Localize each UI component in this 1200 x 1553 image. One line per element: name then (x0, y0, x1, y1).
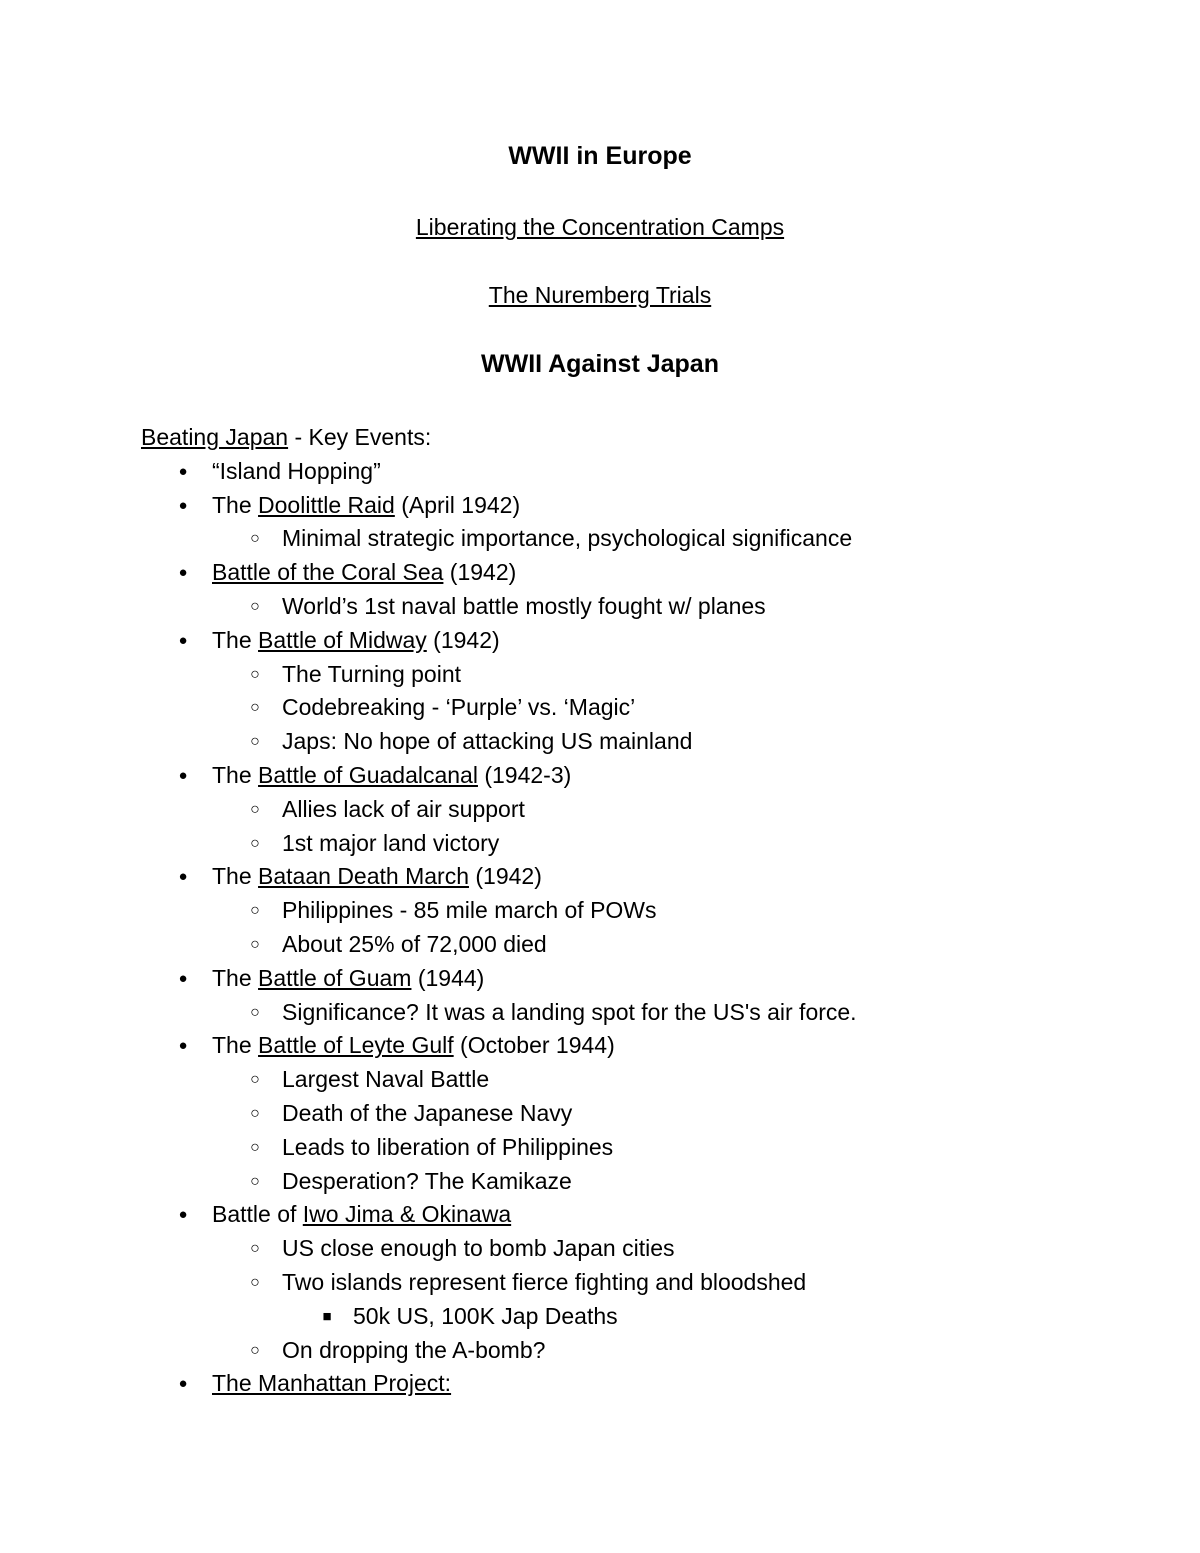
list-item-prefix: The (212, 1032, 259, 1059)
sub-list-item-text: Philippines - 85 mile march of POWs (282, 897, 657, 924)
bullet-circle: ○ (250, 665, 260, 683)
bullet-disc: ● (178, 564, 188, 582)
bullet-disc: ● (178, 1037, 188, 1055)
sub-list-item (141, 1266, 1141, 1300)
sub-list-item (141, 658, 1141, 692)
sub-list-item (141, 1334, 1141, 1368)
link-battle-midway[interactable]: Battle of Midway (258, 626, 427, 653)
sub-list-item-text: Leads to liberation of Philippines (282, 1133, 614, 1160)
link-manhattan-project[interactable]: The Manhattan Project: (212, 1370, 452, 1397)
sub-sub-list-item (141, 1300, 1141, 1334)
sub-list-item (141, 1232, 1141, 1266)
list-item-suffix: (1942) (468, 863, 542, 890)
bullet-circle: ○ (250, 1341, 260, 1359)
list-item-suffix: (1942) (426, 626, 500, 653)
list-item (141, 624, 1141, 658)
bullet-circle: ○ (250, 1273, 260, 1291)
sub-list-item-text: 1st major land victory (282, 829, 500, 856)
bullet-circle: ○ (250, 834, 260, 852)
bullet-circle: ○ (250, 699, 260, 717)
link-doolittle-raid[interactable]: Doolittle Raid (258, 491, 395, 518)
link-liberating-camps[interactable]: Liberating the Concentration Camps (415, 214, 785, 240)
sub-list-item-text: Largest Naval Battle (282, 1066, 490, 1093)
list-item-suffix: (April 1942) (394, 491, 521, 518)
link-beating-japan[interactable]: Beating Japan (141, 424, 289, 450)
list-item-prefix: The (212, 863, 259, 890)
bullet-circle: ○ (250, 597, 260, 615)
sub-list-item-text: Allies lack of air support (282, 795, 525, 822)
list-item (141, 962, 1141, 996)
sub-list-item (141, 1131, 1141, 1165)
sub-list-item (141, 996, 1141, 1030)
list-item-suffix: (1942-3) (477, 761, 572, 788)
sub-list-item (141, 894, 1141, 928)
bullet-disc: ● (178, 1206, 188, 1224)
bullet-square: ■ (322, 1307, 332, 1325)
list-item (141, 556, 1141, 590)
list-item-prefix: The (212, 491, 259, 518)
sub-list-item-text: Two islands represent fierce fighting and bloodshed (282, 1268, 807, 1295)
link-iwo-jima-okinawa[interactable]: Iwo Jima & Okinawa (302, 1201, 512, 1228)
bullet-disc: ● (178, 1375, 188, 1393)
link-bataan-death-march[interactable]: Bataan Death March (258, 863, 469, 890)
sub-list-item-text: Desperation? The Kamikaze (282, 1167, 572, 1194)
list-item-text: “Island Hopping” (212, 457, 381, 484)
bullet-circle: ○ (250, 1104, 260, 1122)
list-item (141, 1198, 1141, 1232)
link-battle-leyte-gulf[interactable]: Battle of Leyte Gulf (258, 1032, 454, 1059)
sub-list-item-text: On dropping the A-bomb? (282, 1336, 546, 1363)
sub-list-item (141, 827, 1141, 861)
bullet-circle: ○ (250, 1240, 260, 1258)
list-item-suffix: (1944) (411, 964, 485, 991)
sub-list-item (141, 725, 1141, 759)
list-item (141, 489, 1141, 523)
link-battle-coral-sea[interactable]: Battle of the Coral Sea (212, 559, 444, 586)
sub-list-item-text: The Turning point (282, 660, 462, 687)
list-item-suffix: (October 1944) (453, 1032, 615, 1059)
bullet-disc: ● (178, 496, 188, 514)
sub-list-item (141, 522, 1141, 556)
bullet-disc: ● (178, 969, 188, 987)
sub-list-item (141, 1097, 1141, 1131)
section-heading-rest: - Key Events: (288, 424, 432, 450)
link-battle-guam[interactable]: Battle of Guam (258, 964, 412, 991)
list-item-suffix: (1942) (443, 559, 517, 586)
bullet-circle: ○ (250, 1138, 260, 1156)
bullet-disc: ● (178, 462, 188, 480)
link-battle-guadalcanal[interactable]: Battle of Guadalcanal (258, 761, 478, 788)
list-item (141, 1029, 1141, 1063)
sub-list-item (141, 928, 1141, 962)
sub-list-item (141, 793, 1141, 827)
list-item (141, 860, 1141, 894)
bullet-circle: ○ (250, 800, 260, 818)
sub-list-item-text: Codebreaking - ‘Purple’ vs. ‘Magic’ (282, 694, 636, 721)
sub-list-item (141, 1063, 1141, 1097)
sub-list-item (141, 590, 1141, 624)
bullet-circle: ○ (250, 733, 260, 751)
link-nuremberg-trials[interactable]: The Nuremberg Trials (488, 282, 712, 308)
list-item-prefix: The (212, 964, 259, 991)
heading-wwii-japan: WWII Against Japan (481, 350, 719, 378)
bullet-circle: ○ (250, 902, 260, 920)
list-item-prefix: The (212, 626, 259, 653)
list-item-prefix: The (212, 761, 259, 788)
bullet-circle: ○ (250, 1003, 260, 1021)
sub-list-item-text: About 25% of 72,000 died (282, 930, 547, 957)
bullet-disc: ● (178, 868, 188, 886)
bullet-disc: ● (178, 631, 188, 649)
sub-list-item (141, 1165, 1141, 1199)
sub-list-item-text: Minimal strategic importance, psychological significance (282, 525, 853, 552)
list-item (141, 455, 1141, 489)
heading-wwii-europe: WWII in Europe (508, 142, 692, 170)
key-events-section (141, 421, 1141, 1401)
bullet-disc: ● (178, 766, 188, 784)
sub-list-item-text: Significance? It was a landing spot for the US's air force. (282, 998, 857, 1025)
list-item-prefix: Battle of (212, 1201, 303, 1228)
sub-list-item-text: Death of the Japanese Navy (282, 1099, 573, 1126)
bullet-circle: ○ (250, 935, 260, 953)
sub-list-item-text: World’s 1st naval battle mostly fought w/ planes (282, 592, 766, 619)
sub-sub-list-item-text: 50k US, 100K Jap Deaths (353, 1302, 618, 1329)
bullet-circle: ○ (250, 530, 260, 548)
list-item (141, 759, 1141, 793)
sub-list-item-text: Japs: No hope of attacking US mainland (282, 728, 693, 755)
sub-list-item-text: US close enough to bomb Japan cities (282, 1235, 675, 1262)
list-item (141, 1367, 1141, 1401)
bullet-circle: ○ (250, 1172, 260, 1190)
sub-list-item (141, 691, 1141, 725)
section-heading (141, 421, 1141, 455)
bullet-circle: ○ (250, 1071, 260, 1089)
